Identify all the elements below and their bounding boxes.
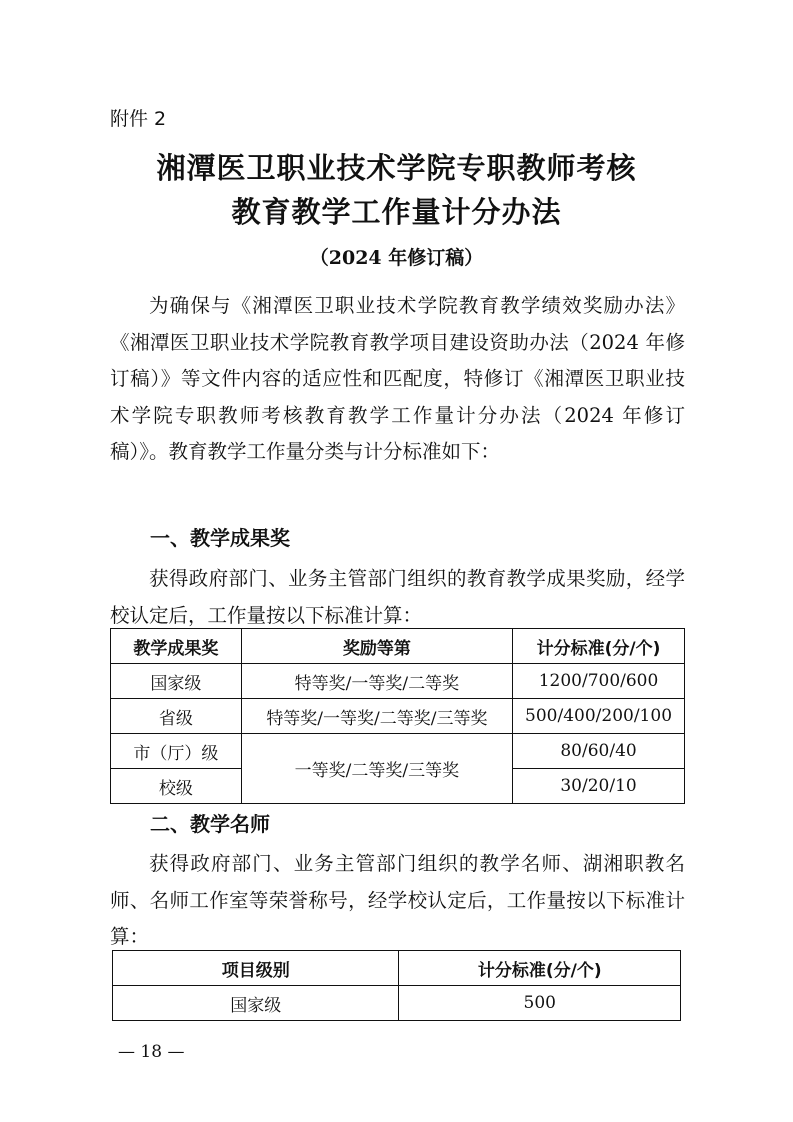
cell-level: 国家级 (113, 986, 399, 1021)
cell-score: 1200/700/600 (513, 664, 685, 699)
cell-grade: 特等奖/一等奖/二等奖 (241, 664, 512, 699)
attachment-label: 附件 2 (110, 108, 167, 130)
document-title-line2: 教育教学工作量计分办法 (231, 195, 562, 229)
cell-score: 30/20/10 (513, 769, 685, 804)
cell-level: 省级 (111, 699, 242, 734)
table-row (113, 986, 681, 1021)
header-grade: 奖励等第 (241, 629, 512, 664)
section1-body: 获得政府部门、业务主管部门组织的教育教学成果奖励，经学校认定后，工作量按以下标准计算： (110, 567, 685, 627)
cell-grade: 特等奖/一等奖/二等奖/三等奖 (241, 699, 512, 734)
cell-level: 国家级 (111, 664, 242, 699)
teaching-award-table (110, 628, 685, 804)
header-award: 教学成果奖 (111, 629, 242, 664)
cell-grade-merged: 一等奖/二等奖/三等奖 (241, 734, 512, 804)
section2-body: 获得政府部门、业务主管部门组织的教学名师、湖湘职教名师、名师工作室等荣誉称号，经学校认定后，工作量按以下标准计算： (110, 852, 685, 948)
document-subtitle: （2024 年修订稿） (309, 247, 484, 269)
cell-level: 校级 (111, 769, 242, 804)
section2-heading: 二、教学名师 (150, 812, 270, 836)
table-header-row (113, 951, 681, 986)
header-score: 计分标准(分/个) (399, 951, 681, 986)
header-level: 项目级别 (113, 951, 399, 986)
cell-level: 市（厅）级 (111, 734, 242, 769)
famous-teacher-table (112, 950, 681, 1021)
cell-score: 80/60/40 (513, 734, 685, 769)
document-title-line1: 湘潭医卫职业技术学院专职教师考核 (156, 151, 637, 185)
cell-score: 500 (399, 986, 681, 1021)
table-row (111, 664, 685, 699)
intro-paragraph: 为确保与《湘潭医卫职业技术学院教育教学绩效奖励办法》《湘潭医卫职业技术学院教育教学项目建设资助办法（2024 年修订稿）》等文件内容的适应性和匹配度，特修订《湘潭医卫职业技术学院专职教师考核教育教学工作量计分办法（2024 年修订稿）》。教育教学工作量分类与计分标准如下： (110, 294, 685, 463)
cell-score: 500/400/200/100 (513, 699, 685, 734)
section1-heading: 一、教学成果奖 (150, 526, 290, 550)
page-number: — 18 — (118, 1042, 185, 1062)
table-header-row (111, 629, 685, 664)
table-row (111, 699, 685, 734)
table-row (111, 734, 685, 769)
header-score: 计分标准(分/个) (513, 629, 685, 664)
